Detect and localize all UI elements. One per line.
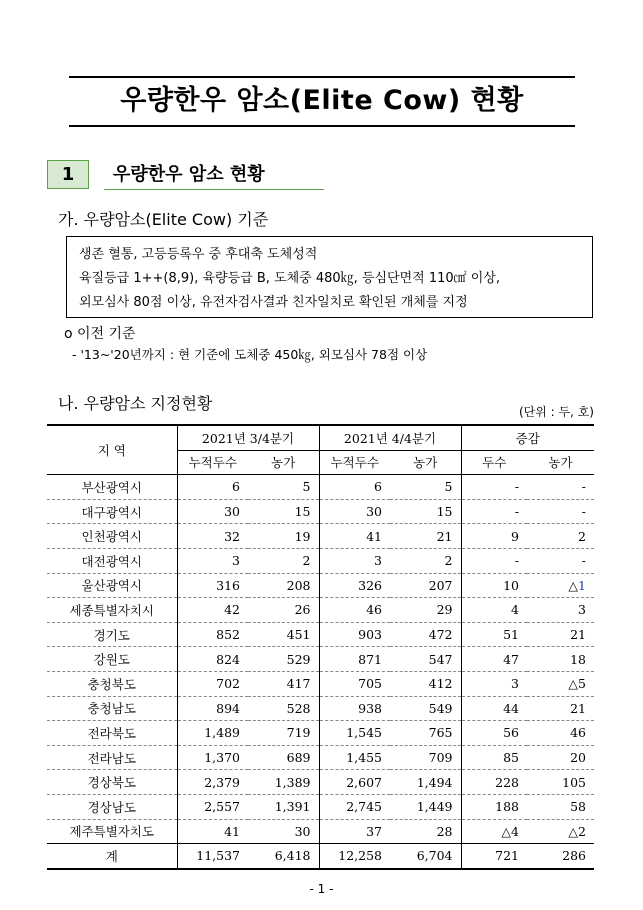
value-cell: 2,379 bbox=[177, 770, 248, 795]
value-cell: 51 bbox=[461, 622, 527, 647]
value-cell: 1,391 bbox=[248, 794, 319, 819]
value-cell: 41 bbox=[177, 819, 248, 844]
total-value: 6,704 bbox=[390, 844, 461, 869]
value-cell: 1,389 bbox=[248, 770, 319, 795]
header-farms: 농가 bbox=[248, 450, 319, 475]
value-cell: △5 bbox=[527, 671, 594, 696]
title-rule-top bbox=[69, 76, 575, 78]
region-cell: 강원도 bbox=[47, 647, 177, 672]
value-cell: 105 bbox=[527, 770, 594, 795]
total-value: 721 bbox=[461, 844, 527, 869]
value-cell: 208 bbox=[248, 573, 319, 598]
value-cell: 30 bbox=[177, 499, 248, 524]
total-label: 계 bbox=[47, 844, 177, 869]
value-cell: 417 bbox=[248, 671, 319, 696]
header-cumulative: 누적두수 bbox=[319, 450, 390, 475]
value-cell: 15 bbox=[390, 499, 461, 524]
previous-criteria-heading: o 이전 기준 bbox=[64, 326, 136, 342]
section-title: 우량한우 암소 현황 bbox=[113, 164, 265, 185]
value-cell: 316 bbox=[177, 573, 248, 598]
value-cell: 85 bbox=[461, 745, 527, 770]
value-cell: 19 bbox=[248, 524, 319, 549]
value-cell: 326 bbox=[319, 573, 390, 598]
region-cell: 제주특별자치도 bbox=[47, 819, 177, 844]
value-cell: 824 bbox=[177, 647, 248, 672]
header-2021-q4: 2021년 4/4분기 bbox=[319, 425, 461, 450]
region-cell: 충청북도 bbox=[47, 671, 177, 696]
table-row bbox=[47, 475, 594, 500]
decrease-mark: △ bbox=[568, 577, 579, 593]
region-cell: 대구광역시 bbox=[47, 499, 177, 524]
value-cell: 207 bbox=[390, 573, 461, 598]
total-value: 286 bbox=[527, 844, 594, 869]
region-cell: 경상남도 bbox=[47, 794, 177, 819]
value-cell: - bbox=[527, 499, 594, 524]
value-cell: 852 bbox=[177, 622, 248, 647]
value-cell: 26 bbox=[248, 598, 319, 623]
value-cell: 56 bbox=[461, 721, 527, 746]
value-cell: 32 bbox=[177, 524, 248, 549]
value-cell: 2 bbox=[527, 524, 594, 549]
value-cell: 37 bbox=[319, 819, 390, 844]
value-cell: △2 bbox=[527, 819, 594, 844]
decrease-value: 1 bbox=[578, 577, 586, 593]
value-cell: 903 bbox=[319, 622, 390, 647]
value-cell: 58 bbox=[527, 794, 594, 819]
value-cell: 765 bbox=[390, 721, 461, 746]
table-row bbox=[47, 745, 594, 770]
value-cell: 5 bbox=[390, 475, 461, 500]
total-value: 11,537 bbox=[177, 844, 248, 869]
total-value: 12,258 bbox=[319, 844, 390, 869]
value-cell bbox=[527, 573, 594, 598]
value-cell: 28 bbox=[390, 819, 461, 844]
value-cell: 15 bbox=[248, 499, 319, 524]
value-cell: 9 bbox=[461, 524, 527, 549]
section-number: 1 bbox=[47, 160, 89, 189]
value-cell: 547 bbox=[390, 647, 461, 672]
value-cell: △4 bbox=[461, 819, 527, 844]
value-cell: 705 bbox=[319, 671, 390, 696]
value-cell: 709 bbox=[390, 745, 461, 770]
value-cell: 20 bbox=[527, 745, 594, 770]
region-cell: 전라북도 bbox=[47, 721, 177, 746]
value-cell: 44 bbox=[461, 696, 527, 721]
value-cell: 46 bbox=[527, 721, 594, 746]
table-row bbox=[47, 819, 594, 844]
value-cell: 30 bbox=[319, 499, 390, 524]
header-cumulative: 누적두수 bbox=[177, 450, 248, 475]
total-row bbox=[47, 844, 594, 869]
value-cell: 549 bbox=[390, 696, 461, 721]
value-cell: - bbox=[527, 548, 594, 573]
region-cell: 울산광역시 bbox=[47, 573, 177, 598]
region-cell: 대전광역시 bbox=[47, 548, 177, 573]
value-cell: 528 bbox=[248, 696, 319, 721]
table-row bbox=[47, 794, 594, 819]
value-cell: 4 bbox=[461, 598, 527, 623]
designation-heading: 나. 우량암소 지정현황 bbox=[58, 394, 213, 413]
value-cell: 3 bbox=[319, 548, 390, 573]
value-cell: 228 bbox=[461, 770, 527, 795]
value-cell: 719 bbox=[248, 721, 319, 746]
header-farms: 농가 bbox=[527, 450, 594, 475]
value-cell: 30 bbox=[248, 819, 319, 844]
section-rule bbox=[104, 189, 324, 190]
unit-note: (단위 : 두, 호) bbox=[518, 405, 594, 419]
criteria-line: 생존 혈통, 고등등록우 중 후대축 도체성적 bbox=[79, 247, 318, 262]
value-cell: 2 bbox=[248, 548, 319, 573]
page-title: 우량한우 암소(Elite Cow) 현황 bbox=[120, 85, 524, 116]
value-cell: 21 bbox=[527, 696, 594, 721]
value-cell: 6 bbox=[319, 475, 390, 500]
value-cell: 472 bbox=[390, 622, 461, 647]
value-cell: 10 bbox=[461, 573, 527, 598]
value-cell: - bbox=[461, 548, 527, 573]
value-cell: 3 bbox=[177, 548, 248, 573]
value-cell: 42 bbox=[177, 598, 248, 623]
value-cell: 1,489 bbox=[177, 721, 248, 746]
region-cell: 충청남도 bbox=[47, 696, 177, 721]
criteria-heading: 가. 우량암소(Elite Cow) 기준 bbox=[58, 210, 269, 229]
table-row bbox=[47, 647, 594, 672]
value-cell: 451 bbox=[248, 622, 319, 647]
table-row bbox=[47, 770, 594, 795]
value-cell: 529 bbox=[248, 647, 319, 672]
value-cell: 188 bbox=[461, 794, 527, 819]
value-cell: 871 bbox=[319, 647, 390, 672]
value-cell: 2,607 bbox=[319, 770, 390, 795]
value-cell: 29 bbox=[390, 598, 461, 623]
criteria-line: 외모심사 80점 이상, 유전자검사결과 친자일치로 확인된 개체를 지정 bbox=[79, 295, 468, 310]
value-cell: 47 bbox=[461, 647, 527, 672]
previous-criteria-text: - '13~'20년까지 : 현 기준에 도체중 450㎏, 외모심사 78점 이상 bbox=[72, 347, 428, 362]
value-cell: 3 bbox=[461, 671, 527, 696]
value-cell: 702 bbox=[177, 671, 248, 696]
header-farms: 농가 bbox=[390, 450, 461, 475]
value-cell: 2 bbox=[390, 548, 461, 573]
region-cell: 전라남도 bbox=[47, 745, 177, 770]
title-rule-bottom bbox=[69, 125, 575, 127]
value-cell: 2,745 bbox=[319, 794, 390, 819]
page-number: - 1 - bbox=[309, 882, 334, 896]
value-cell: 21 bbox=[390, 524, 461, 549]
value-cell: 46 bbox=[319, 598, 390, 623]
value-cell: 1,545 bbox=[319, 721, 390, 746]
table-row bbox=[47, 499, 594, 524]
designation-table bbox=[47, 424, 594, 870]
table-row bbox=[47, 622, 594, 647]
table-row bbox=[47, 696, 594, 721]
value-cell: - bbox=[461, 499, 527, 524]
header-change: 증감 bbox=[461, 425, 594, 450]
total-value: 6,418 bbox=[248, 844, 319, 869]
value-cell: 894 bbox=[177, 696, 248, 721]
value-cell: 5 bbox=[248, 475, 319, 500]
header-2021-q3: 2021년 3/4분기 bbox=[177, 425, 319, 450]
region-cell: 인천광역시 bbox=[47, 524, 177, 549]
value-cell: 938 bbox=[319, 696, 390, 721]
value-cell: 689 bbox=[248, 745, 319, 770]
criteria-box bbox=[66, 236, 593, 318]
value-cell: 1,370 bbox=[177, 745, 248, 770]
table-row bbox=[47, 598, 594, 623]
table-row bbox=[47, 524, 594, 549]
region-cell: 경기도 bbox=[47, 622, 177, 647]
value-cell: - bbox=[527, 475, 594, 500]
value-cell: 21 bbox=[527, 622, 594, 647]
value-cell: - bbox=[461, 475, 527, 500]
value-cell: 18 bbox=[527, 647, 594, 672]
criteria-line: 육질등급 1++(8,9), 육량등급 B, 도체중 480㎏, 등심단면적 110㎠ 이상, bbox=[79, 271, 501, 286]
region-cell: 세종특별자치시 bbox=[47, 598, 177, 623]
table-row bbox=[47, 721, 594, 746]
region-cell: 경상북도 bbox=[47, 770, 177, 795]
table-row bbox=[47, 548, 594, 573]
table-row bbox=[47, 671, 594, 696]
header-region: 지 역 bbox=[47, 425, 177, 475]
region-cell: 부산광역시 bbox=[47, 475, 177, 500]
header-head-count: 두수 bbox=[461, 450, 527, 475]
value-cell: 1,449 bbox=[390, 794, 461, 819]
value-cell: 6 bbox=[177, 475, 248, 500]
value-cell: 3 bbox=[527, 598, 594, 623]
value-cell: 1,494 bbox=[390, 770, 461, 795]
value-cell: 41 bbox=[319, 524, 390, 549]
value-cell: 1,455 bbox=[319, 745, 390, 770]
value-cell: 412 bbox=[390, 671, 461, 696]
value-cell: 2,557 bbox=[177, 794, 248, 819]
table-row bbox=[47, 573, 594, 598]
